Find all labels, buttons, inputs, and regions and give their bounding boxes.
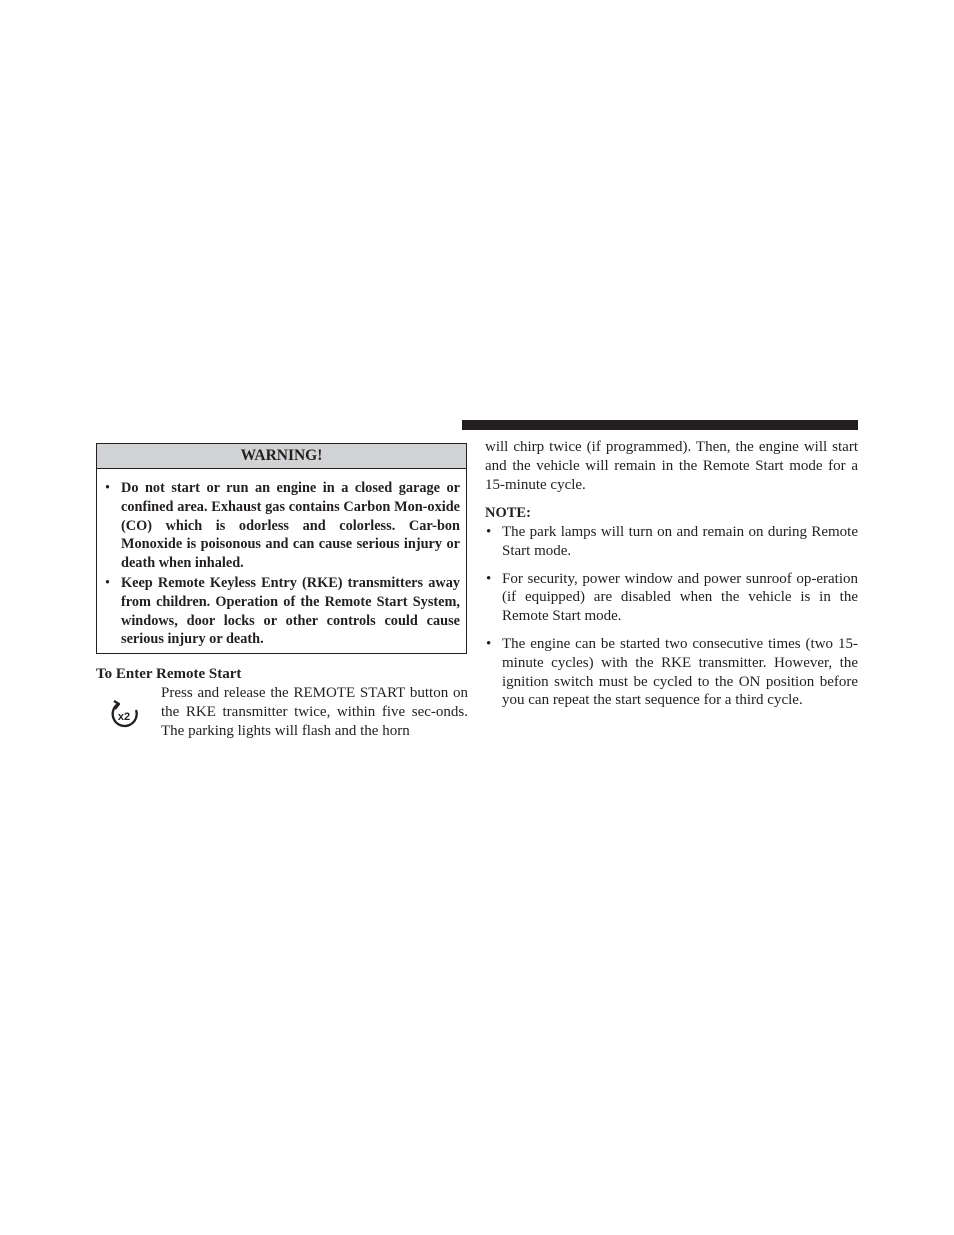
warning-box xyxy=(96,443,467,654)
bullet-icon: • xyxy=(486,635,492,652)
note-list xyxy=(485,523,858,710)
section-heading: To Enter Remote Start xyxy=(96,666,242,682)
remote-start-x2-icon xyxy=(106,700,142,730)
warning-item xyxy=(105,479,460,573)
warning-title: WARNING! xyxy=(97,444,466,469)
warning-item xyxy=(105,574,460,649)
instruction-text: Press and release the REMOTE START button on the RKE transmitter twice, within five sec-onds. The parking lights will flash and the horn xyxy=(161,685,468,739)
icon-label: x2 xyxy=(117,711,131,723)
note-item-text: The park lamps will turn on and remain on during Remote Start mode. xyxy=(502,524,858,559)
bullet-icon: • xyxy=(486,524,492,540)
warning-list xyxy=(97,469,466,649)
section-rule xyxy=(462,420,858,430)
bullet-icon: • xyxy=(105,574,111,591)
note-item xyxy=(486,570,858,626)
right-column xyxy=(485,438,858,719)
warning-item-text: Keep Remote Keyless Entry (RKE) transmitters away from children. Operation of the Remote Start System, windows, door locks or other controls could cause serious injury or death. xyxy=(121,574,460,648)
bullet-icon: • xyxy=(486,570,492,587)
bullet-icon: • xyxy=(105,480,111,496)
warning-item-text: Do not start or run an engine in a closed garage or confined area. Exhaust gas contains Carbon Mon-oxide (CO) which is odorless and colorless. Car-bon Monoxide is poisonous and can cause serious injury or death when inhaled. xyxy=(121,480,460,572)
note-item xyxy=(486,635,858,710)
note-label: NOTE: xyxy=(485,505,531,521)
instruction-text-continued: will chirp twice (if programmed). Then, the engine will start and the vehicle will remain in the Remote Start mode for a 15-minute cycle. xyxy=(485,439,858,493)
note-item-text: The engine can be started two consecutive times (two 15-minute cycles) with the RKE transmitter. However, the ignition switch must be cycled to the ON position before you can repeat the start sequence for a third cycle. xyxy=(502,635,858,709)
note-item xyxy=(486,523,858,561)
note-item-text: For security, power window and power sunroof op-eration (if equipped) are disabled when the vehicle is in the Remote Start mode. xyxy=(502,570,858,625)
